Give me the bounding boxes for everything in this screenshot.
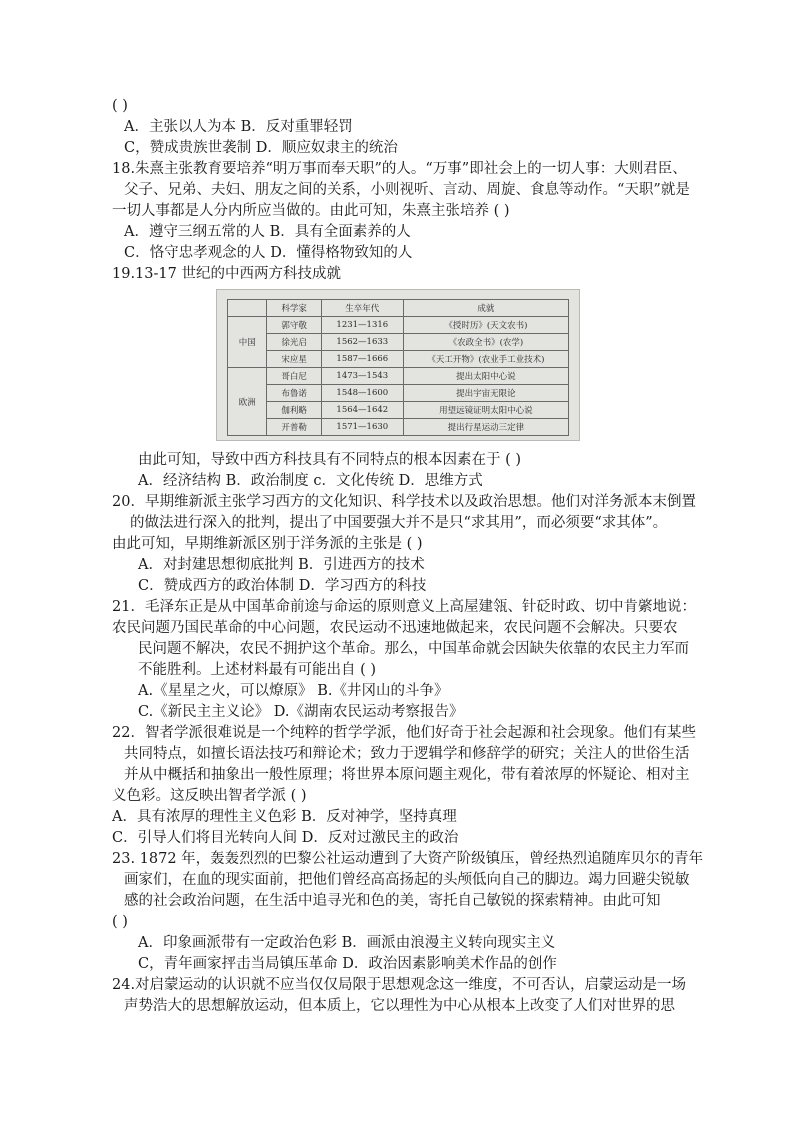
table-header: 成就 <box>403 300 568 317</box>
question-21-stem: 不能胜利。上述材料最有可能出自 ( ) <box>138 662 377 678</box>
question-21-stem: 民问题不解决，农民不拥护这个革命。那么，中国革命就会因缺失依靠的农民主力军而 <box>138 641 689 657</box>
option-line: C．恪守忠孝观念的人 D．懂得格物致知的人 <box>124 245 413 261</box>
question-19-stem: 由此可知，导致中西方科技具有不同特点的根本因素在于 ( ) <box>138 452 522 468</box>
table-cell <box>228 300 267 317</box>
question-18-stem: 18.朱熹主张教育要培养“明万事而奉天职”的人。“万事”即社会上的一切人事：大则君臣、 <box>112 161 687 177</box>
question-19-stem: 19.13-17 世纪的中西两方科技成就 <box>112 266 341 282</box>
table-row <box>228 385 569 402</box>
question-21-stem: 农民问题乃国民革命的中心问题，农民运动不迅速地做起来，农民问题不会解决。只要农 <box>112 620 678 636</box>
option-line: C，赞成贵族世袭制 D．顺应奴隶主的统治 <box>124 140 398 156</box>
answer-blank: ( ) <box>112 98 128 114</box>
table-cell: 布鲁诺 <box>267 385 321 402</box>
table-cell: 《天工开物》(农业手工业技术) <box>403 351 568 368</box>
table-row <box>228 317 569 334</box>
table-cell: 哥白尼 <box>267 368 321 385</box>
option-line: C．赞成西方的政治体制 D．学习西方的科技 <box>138 578 427 594</box>
table-photo <box>216 289 580 441</box>
table-cell: 提出太阳中心说 <box>403 368 568 385</box>
table-cell: 1587—1666 <box>321 351 403 368</box>
table-cell: 《授时历》(天文农书) <box>403 317 568 334</box>
table-cell: 伽利略 <box>267 402 321 419</box>
table-cell: 徐光启 <box>267 334 321 351</box>
option-line: C.《新民主主义论》 D.《湖南农民运动考察报告》 <box>138 704 464 720</box>
region-cell: 中国 <box>228 317 267 368</box>
option-line: A．具有浓厚的理性主义色彩 B．反对神学，坚持真理 <box>112 809 457 825</box>
table-row <box>228 419 569 436</box>
table-row <box>228 334 569 351</box>
option-line: C，青年画家抨击当局镇压革命 D．政治因素影响美术作品的创作 <box>138 956 557 972</box>
table-cell: 1473—1543 <box>321 368 403 385</box>
question-22-stem: 共同特点，如擅长语法技巧和辩论术；致力于逻辑学和修辞学的研究；关注人的世俗生活 <box>124 746 690 762</box>
table-cell: 提出行星运动三定律 <box>403 419 568 436</box>
table-cell: 提出宇宙无限论 <box>403 385 568 402</box>
question-22-stem: 并从中概括和抽象出一般性原理；将世界本原问题主观化，带有着浓厚的怀疑论、相对主 <box>124 767 690 783</box>
science-achievements-table <box>227 299 569 436</box>
table-row <box>228 402 569 419</box>
option-line: A．主张以人为本 B．反对重罪轻罚 <box>124 119 353 135</box>
question-20-stem: 由此可知，早期维新派区别于洋务派的主张是 ( ) <box>112 536 423 552</box>
table-cell: 1564—1642 <box>321 402 403 419</box>
table-row <box>228 368 569 385</box>
table-cell: 1548—1600 <box>321 385 403 402</box>
question-22-stem: 义色彩。这反映出智者学派 ( ) <box>112 788 307 804</box>
question-18-stem: 父子、兄弟、夫妇、朋友之间的关系，小则视听、言动、周旋、食息等动作。“天职”就是 <box>124 182 690 198</box>
question-20-stem: 20．早期维新派主张学习西方的文化知识、科学技术以及政治思想。他们对洋务派本末倒置 <box>112 494 696 510</box>
option-line: A．印象画派带有一定政治色彩 B．画派由浪漫主义转向现实主义 <box>138 935 556 951</box>
table-cell: 开普勒 <box>267 419 321 436</box>
question-23-stem: 感的社会政治问题，在生活中追寻光和色的美，寄托自己敏锐的探索精神。由此可知 <box>124 893 661 909</box>
option-line: A．对封建思想彻底批判 B．引进西方的技术 <box>138 557 425 573</box>
question-18-stem: 一切人事都是人分内所应当做的。由此可知，朱熹主张培养 ( ) <box>112 203 510 219</box>
option-line: A．遵守三纲五常的人 B．具有全面素养的人 <box>124 224 411 240</box>
question-23-stem: 23. 1872 年，轰轰烈烈的巴黎公社运动遭到了大资产阶级镇压，曾经热烈追随库贝尔的青年 <box>112 851 704 867</box>
table-cell: 1571—1630 <box>321 419 403 436</box>
option-line: C．引导人们将目光转向人间 D．反对过激民主的政治 <box>112 830 459 846</box>
table-cell: 1562—1633 <box>321 334 403 351</box>
region-cell: 欧洲 <box>228 368 267 436</box>
table-cell: 用望远镜证明太阳中心说 <box>403 402 568 419</box>
question-22-stem: 22．智者学派很难说是一个纯粹的哲学学派，他们好奇于社会起源和社会现象。他们有某些 <box>112 725 696 741</box>
question-21-stem: 21．毛泽东正是从中国革命前途与命运的原则意义上高屋建瓴、针砭时政、切中肯綮地说： <box>112 599 696 615</box>
table-header: 生卒年代 <box>321 300 403 317</box>
answer-blank: ( ) <box>112 914 128 930</box>
option-line: A．经济结构 B．政治制度 c．文化传统 D．思维方式 <box>138 473 483 489</box>
table-cell: 宋应星 <box>267 351 321 368</box>
table-header-row <box>228 300 569 317</box>
question-23-stem: 画家们，在血的现实面前，把他们曾经高高扬起的头颅低向自己的脚边。竭力回避尖锐敏 <box>124 872 690 888</box>
question-20-stem: 的做法进行深入的批判，提出了中国要强大并不是只“求其用”，而必须要“求其体”。 <box>130 515 668 531</box>
table-cell: 1231—1316 <box>321 317 403 334</box>
option-line: A.《星星之火，可以燎原》 B.《井冈山的斗争》 <box>138 683 449 699</box>
table-cell: 郭守敬 <box>267 317 321 334</box>
question-24-stem: 24.对启蒙运动的认识就不应当仅仅局限于思想观念这一维度，不可否认，启蒙运动是一场 <box>112 977 687 993</box>
question-24-stem: 声势浩大的思想解放运动，但本质上，它以理性为中心从根本上改变了人们对世界的思 <box>124 998 675 1014</box>
table-header: 科学家 <box>267 300 321 317</box>
table-cell: 《农政全书》(农学) <box>403 334 568 351</box>
table-row <box>228 351 569 368</box>
